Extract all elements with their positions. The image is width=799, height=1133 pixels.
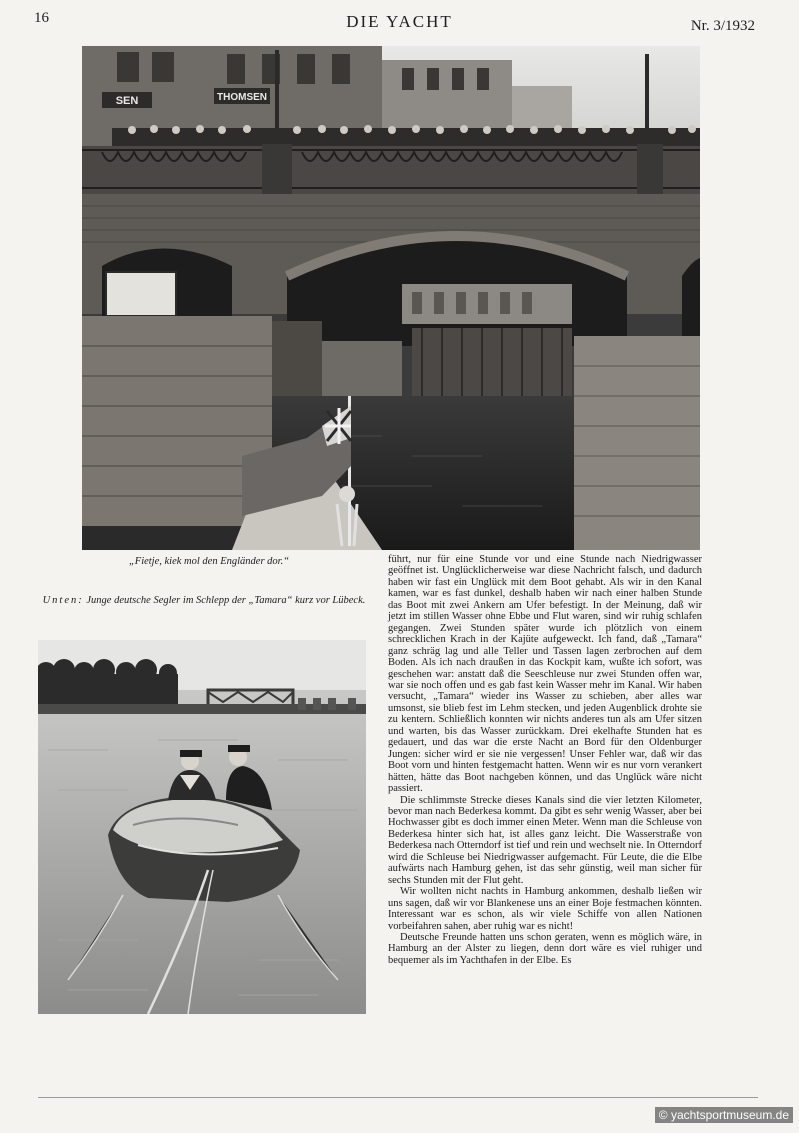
watermark: © yachtsportmuseum.de xyxy=(655,1107,793,1123)
caption-unten-label: Unten: xyxy=(42,595,84,606)
article-body xyxy=(388,554,702,966)
photo-dinghy-tow xyxy=(38,640,366,1014)
shop-sign: THOMSEN xyxy=(217,92,267,103)
article-paragraph: Wir wollten nicht nachts in Hamburg ankommen, deshalb ließen wir uns sagen, daß wir vor Blankenese uns an einer Boje festmachen könnten. Interessant war es schon, als wir viele Schiffe von allen Nationen vorbeifahren sahen, aber ruhig war es nicht! xyxy=(388,886,702,932)
article-paragraph: führt, nur für eine Stunde vor und eine Stunde nach Niedrigwasser geöffnet ist. Unglücklicherweise war diese Nachricht falsch, und dadurch haben wir fast ein Unglück mit dem Boot gehabt. Als wir in den Kanal kamen, war es fast dunkel, deshalb haben wir nach einer halben Stunde das Boot mit zwei Ankern am Ufer befestigt. In der Meinung, daß wir jetzt im stillen Wasser ohne Ebbe und Flut waren, sind wir ruhig schlafen gegangen. Zwei Stunden später wurde ich plötzlich von einem schrecklichen Krach in der Kajüte aufgeweckt. Ich fand, daß „Tamara“ ganz schräg lag und alle Teller und Tassen lagen zerbrochen auf dem Boden. Als ich nach draußen in das Kockpit kam, wußte ich sofort, was geschehen war: anstatt daß die Seeschleuse nur zwei Stunden offen war, war sie noch offen und es gab fast kein Wasser mehr im Kanal. Wir haben versucht, „Tamara“ wieder ins Wasser zu schieben, aber alles war umsonst, sie blieb fest im Lehm stecken, und jeden Augenblick drohte sie zu kentern. Schließlich konnten wir nichts anderes tun als am Ufer sitzen und warten, bis das Wasser zurückkam. Drei ekelhafte Stunden hat es gedauert, und das war die erste Nacht an Bord für den Oldenburger Jungen: sicher wird er sie nie vergessen! Unser Fehler war, daß wir das Boot vorn und hinten festgemacht hatten. Wenn wir es nur vorn verankert hätten, hätte das Boot nachgeben können, und das Unglück wäre nicht passiert. xyxy=(388,554,702,795)
photo-bridge-lock xyxy=(82,46,700,550)
magazine-title: DIE YACHT xyxy=(346,12,453,31)
footer-rule xyxy=(38,1097,758,1098)
article-paragraph: Die schlimmste Strecke dieses Kanals sind die vier letzten Kilometer, bevor man nach Bederkesa kommt. Da gibt es sehr wenig Wasser, aber bei Hochwasser gibt es doch immer einen Meter. Wenn man die Schleuse von Bederkesa hinter sich hat, ist alles ganz leicht. Die Wasserstraße von Bederkesa nach Otterndorf ist tief und rein und wechselt nie. In Otterndorf wird die Schleuse bei Niedrigwasser aufgemacht. Für Leute, die die Elbe aufwärts nach Hamburg gehen, ist das sehr günstig, weil man sicher für sechs Stunden mit der Flut geht. xyxy=(388,794,702,886)
issue-number: Nr. 3/1932 xyxy=(690,18,755,34)
article-paragraph: Deutsche Freunde hatten uns schon geraten, wenn es möglich wäre, in Hamburg an der Alster zu liegen, denn dort wäre es viel ruhiger und bequemer als im Yachthafen in der Elbe. Es xyxy=(388,931,702,966)
caption-top-photo: „Fietje, kiek mol den Engländer dor.“ xyxy=(128,556,290,567)
shop-sign-partial: SEN xyxy=(115,95,139,107)
caption-bottom-text: Junge deutsche Segler im Schlepp der „Tamara“ kurz vor Lübeck. xyxy=(86,595,366,606)
caption-bottom-photo xyxy=(38,594,370,607)
page-number: 16 xyxy=(34,10,49,26)
